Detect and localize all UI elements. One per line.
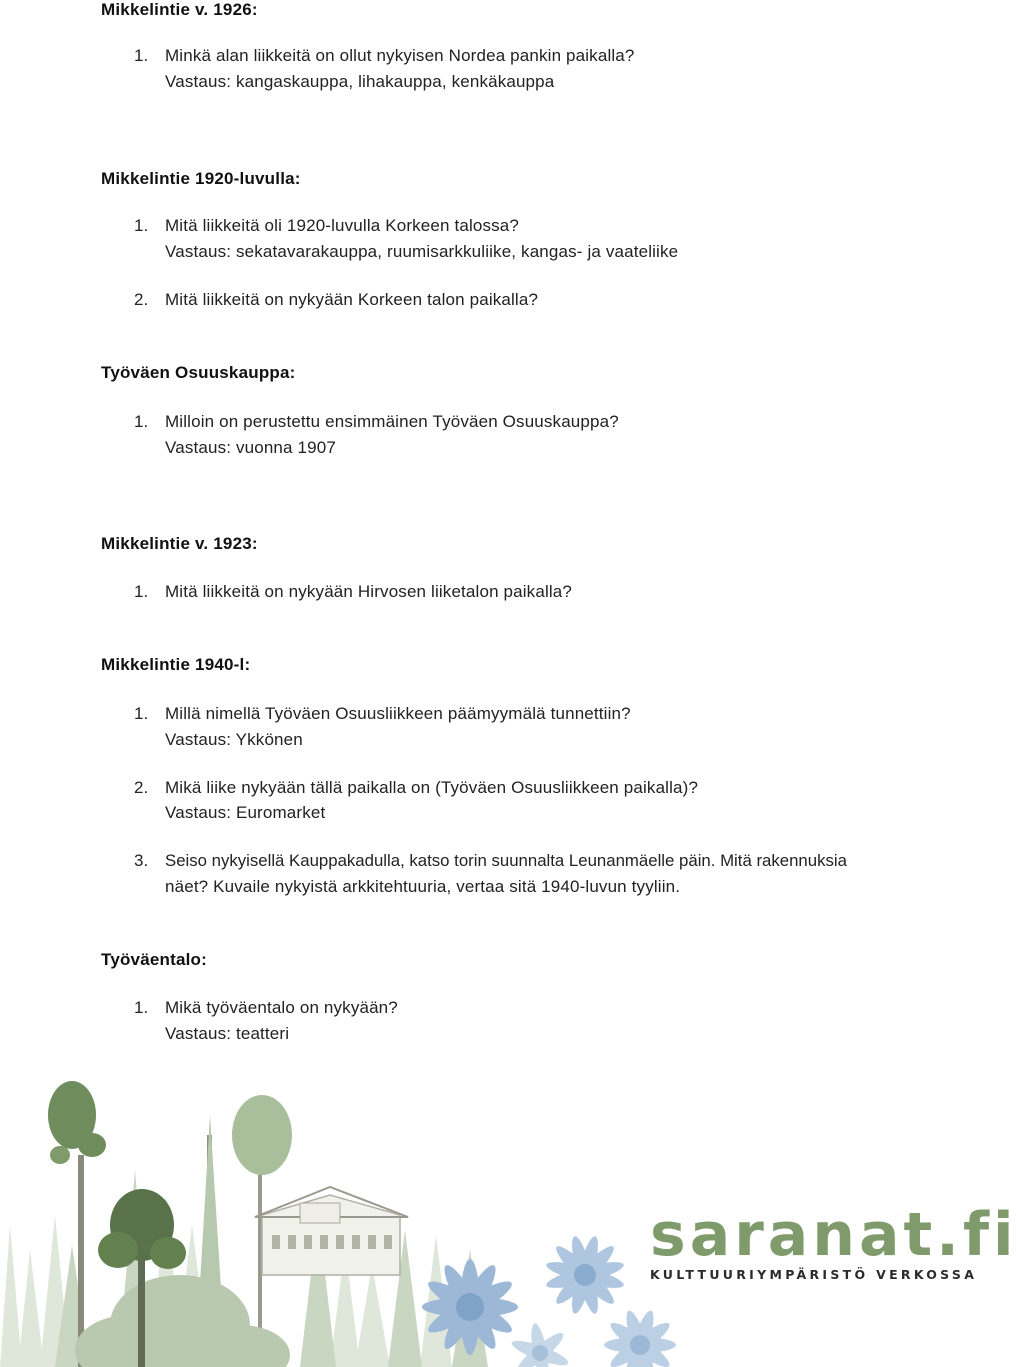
brand-tagline: KULTTUURIYMPÄRISTÖ VERKOSSA — [650, 1267, 978, 1282]
answer-text: Vastaus: teatteri — [165, 1024, 290, 1043]
section-heading-1920s: Mikkelintie 1920-luvulla: — [101, 169, 301, 188]
question-text: Seiso nykyisellä Kauppakadulla, katso torin suunnalta Leunanmäelle päin. Mitä rakennuksia — [165, 851, 847, 870]
building-icon — [255, 1187, 408, 1275]
brand-name: saranat.fi — [650, 1200, 1018, 1270]
answer-text: Vastaus: Ykkönen — [165, 730, 303, 749]
question-number: 2. — [134, 290, 149, 309]
question-text: Mikä työväentalo on nykyään? — [165, 998, 398, 1017]
question-text: Mikä liike nykyään tällä paikalla on (Työväen Osuusliikkeen paikalla)? — [165, 778, 699, 797]
question-text: Millä nimellä Työväen Osuusliikkeen päämyymälä tunnettiin? — [165, 704, 631, 723]
section-heading-tyovaentalo: Työväentalo: — [101, 950, 207, 969]
question-number: 1. — [134, 998, 149, 1017]
question-number: 1. — [134, 412, 149, 431]
section-heading-1940s: Mikkelintie 1940-l: — [101, 655, 251, 674]
question-number: 1. — [134, 46, 149, 65]
section-heading-osuuskauppa: Työväen Osuuskauppa: — [101, 363, 296, 382]
answer-text: Vastaus: vuonna 1907 — [165, 438, 336, 457]
question-number: 1. — [134, 704, 149, 723]
answer-text: Vastaus: Euromarket — [165, 803, 326, 822]
question-number: 1. — [134, 582, 149, 601]
section-heading-1926: Mikkelintie v. 1926: — [101, 0, 258, 19]
shrub-icon — [75, 1275, 290, 1367]
question-text: Milloin on perustettu ensimmäinen Työväen Osuuskauppa? — [165, 412, 619, 431]
section-heading-1923: Mikkelintie v. 1923: — [101, 534, 258, 553]
question-text: Mitä liikkeitä on nykyään Hirvosen liiketalon paikalla? — [165, 582, 573, 601]
brand-logo — [650, 1200, 1018, 1282]
question-text: Minkä alan liikkeitä on ollut nykyisen Nordea pankin paikalla? — [165, 46, 635, 65]
answer-text: Vastaus: kangaskauppa, lihakauppa, kenkäkauppa — [165, 72, 555, 91]
question-text: Mitä liikkeitä on nykyään Korkeen talon paikalla? — [165, 290, 539, 309]
question-number: 2. — [134, 778, 149, 797]
question-text-continued: näet? Kuvaile nykyistä arkkitehtuuria, vertaa sitä 1940-luvun tyyliin. — [165, 877, 681, 896]
question-text: Mitä liikkeitä oli 1920-luvulla Korkeen talossa? — [165, 216, 519, 235]
question-number: 1. — [134, 216, 149, 235]
answer-text: Vastaus: sekatavarakauppa, ruumisarkkuliike, kangas- ja vaateliike — [165, 242, 679, 261]
question-number: 3. — [134, 851, 149, 870]
